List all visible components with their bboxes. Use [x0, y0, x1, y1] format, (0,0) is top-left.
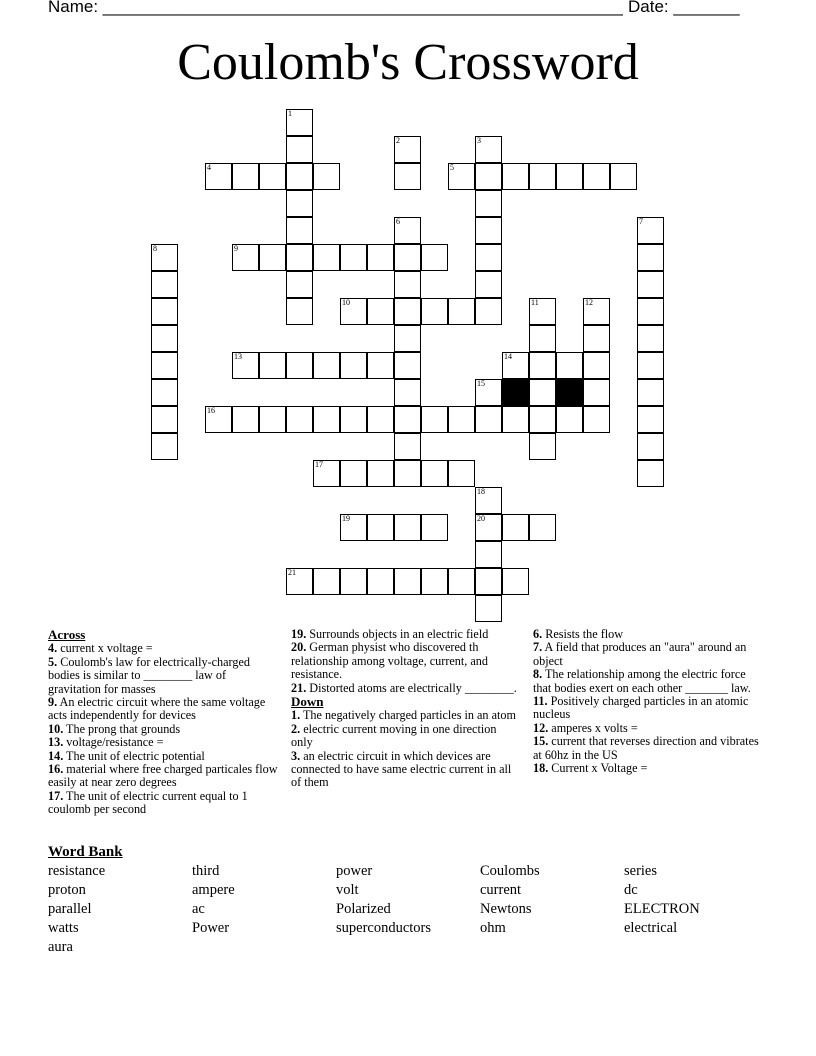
word-bank-item: ELECTRON: [624, 901, 700, 917]
crossword-cell[interactable]: [502, 568, 529, 595]
crossword-cell[interactable]: [394, 460, 421, 487]
crossword-cell[interactable]: [394, 136, 421, 163]
crossword-cell[interactable]: [448, 460, 475, 487]
crossword-cell[interactable]: [583, 298, 610, 325]
crossword-cell[interactable]: [151, 352, 178, 379]
clue-down-12: 12. amperes x volts =: [533, 720, 638, 735]
crossword-cell[interactable]: [340, 514, 367, 541]
crossword-cell[interactable]: [232, 244, 259, 271]
crossword-cell[interactable]: [313, 406, 340, 433]
crossword-cell[interactable]: [421, 298, 448, 325]
crossword-cell[interactable]: [448, 298, 475, 325]
clue-number: 14: [504, 352, 512, 361]
crossword-cell[interactable]: [637, 406, 664, 433]
word-bank-item: superconductors: [336, 920, 432, 936]
clue-number: 9: [234, 244, 238, 253]
crossword-cell[interactable]: [151, 271, 178, 298]
crossword-cell[interactable]: [637, 433, 664, 460]
crossword-cell[interactable]: [286, 109, 313, 136]
crossword-cell[interactable]: [421, 244, 448, 271]
crossword-cell[interactable]: [475, 244, 502, 271]
word-bank-item: ohm: [480, 920, 506, 936]
crossword-cell[interactable]: [286, 298, 313, 325]
crossword-cell[interactable]: [502, 514, 529, 541]
crossword-cell[interactable]: [637, 244, 664, 271]
crossword-cell[interactable]: [529, 433, 556, 460]
word-bank-item: parallel: [48, 901, 92, 917]
word-bank-item: proton: [48, 882, 86, 898]
clue-number: 5: [450, 163, 454, 172]
crossword-cell[interactable]: [529, 352, 556, 379]
crossword-cell[interactable]: [259, 352, 286, 379]
crossword-cell[interactable]: [340, 244, 367, 271]
crossword-cell[interactable]: [637, 271, 664, 298]
word-bank-item: electrical: [624, 920, 678, 936]
clue-number: 2: [396, 136, 400, 145]
word-bank-item: dc: [624, 882, 638, 898]
crossword-cell[interactable]: [475, 514, 502, 541]
crossword-cell[interactable]: [583, 352, 610, 379]
clue-number: 20: [477, 514, 485, 523]
clues-column-2: [291, 628, 521, 790]
word-bank-item: series: [624, 863, 658, 879]
word-bank-item: Power: [192, 920, 230, 936]
clue-across-10: 10. The prong that grounds: [48, 721, 181, 736]
across-heading: Across: [48, 627, 86, 642]
crossword-cell[interactable]: [286, 244, 313, 271]
clue-down-1: 1. The negatively charged particles in an atom: [291, 708, 516, 723]
clue-number: 10: [342, 298, 350, 307]
word-bank-title: Word Bank: [48, 844, 123, 860]
crossword-cell[interactable]: [529, 406, 556, 433]
crossword-cell[interactable]: [448, 163, 475, 190]
crossword-cell[interactable]: [205, 163, 232, 190]
crossword-cell[interactable]: [394, 325, 421, 352]
crossword-cell[interactable]: [529, 514, 556, 541]
crossword-cell[interactable]: [529, 163, 556, 190]
crossword-cell[interactable]: [637, 379, 664, 406]
word-bank-item: aura: [48, 939, 73, 955]
clue-across-20: 20. German physist who discovered th relationship among voltage, current, and resistance.: [291, 640, 488, 682]
word-bank-item: Polarized: [336, 901, 391, 917]
crossword-cell[interactable]: [367, 298, 394, 325]
word-bank: [48, 862, 768, 957]
black-square: [556, 379, 583, 406]
crossword-cell[interactable]: [583, 406, 610, 433]
crossword-cell[interactable]: [502, 163, 529, 190]
crossword-cell[interactable]: [556, 352, 583, 379]
crossword-cell[interactable]: [286, 163, 313, 190]
crossword-cell[interactable]: [529, 298, 556, 325]
clue-down-15: 15. current that reverses direction and vibrates at 60hz in the US: [533, 734, 759, 762]
word-bank-item: ac: [192, 901, 205, 917]
crossword-cell[interactable]: [151, 325, 178, 352]
crossword-cell[interactable]: [394, 298, 421, 325]
crossword-cell[interactable]: [367, 514, 394, 541]
clue-down-8: 8. The relationship among the electric force that bodies exert on each other _______ law.: [533, 667, 751, 695]
crossword-cell[interactable]: [556, 406, 583, 433]
crossword-cell[interactable]: [475, 217, 502, 244]
crossword-cell[interactable]: [232, 352, 259, 379]
crossword-cell[interactable]: [475, 190, 502, 217]
crossword-cell[interactable]: [475, 271, 502, 298]
crossword-cell[interactable]: [286, 568, 313, 595]
clue-number: 21: [288, 568, 296, 577]
crossword-cell[interactable]: [583, 379, 610, 406]
clue-number: 17: [315, 460, 323, 469]
word-bank-item: power: [336, 863, 373, 879]
crossword-cell[interactable]: [151, 379, 178, 406]
clue-across-17: 17. The unit of electric current equal to 1 coulomb per second: [48, 788, 248, 817]
crossword-cell[interactable]: [340, 298, 367, 325]
date-field-label: Date: _______: [628, 0, 740, 16]
crossword-cell[interactable]: [367, 352, 394, 379]
clue-across-14: 14. The unit of electric potential: [48, 748, 205, 763]
clue-number: 16: [207, 406, 215, 415]
crossword-cell[interactable]: [286, 271, 313, 298]
crossword-cell[interactable]: [637, 352, 664, 379]
clue-across-4: 4. current x voltage =: [48, 641, 153, 656]
crossword-cell[interactable]: [475, 163, 502, 190]
crossword-cell[interactable]: [232, 406, 259, 433]
crossword-cell[interactable]: [583, 163, 610, 190]
crossword-cell[interactable]: [367, 406, 394, 433]
crossword-cell[interactable]: [394, 379, 421, 406]
word-bank-item: third: [192, 863, 220, 879]
crossword-cell[interactable]: [313, 460, 340, 487]
crossword-cell[interactable]: [475, 541, 502, 568]
crossword-cell[interactable]: [151, 298, 178, 325]
crossword-cell[interactable]: [502, 406, 529, 433]
crossword-cell[interactable]: [286, 217, 313, 244]
clue-number: 15: [477, 379, 485, 388]
clue-across-16: 16. material where free charged particales flow easily at near zero degrees: [48, 762, 278, 790]
crossword-cell[interactable]: [502, 352, 529, 379]
crossword-cell[interactable]: [313, 244, 340, 271]
crossword-cell[interactable]: [367, 460, 394, 487]
clue-down-3: 3. an electric circuit in which devices are connected to have same electric current in all of them: [291, 748, 512, 790]
crossword-cell[interactable]: [448, 406, 475, 433]
crossword-cell[interactable]: [340, 568, 367, 595]
clue-number: 11: [531, 298, 539, 307]
crossword-cell[interactable]: [313, 568, 340, 595]
crossword-cell[interactable]: [151, 433, 178, 460]
crossword-cell[interactable]: [421, 406, 448, 433]
crossword-cell[interactable]: [313, 163, 340, 190]
word-bank-item: Newtons: [480, 901, 532, 917]
crossword-cell[interactable]: [421, 460, 448, 487]
clue-number: 8: [153, 244, 157, 253]
crossword-cell[interactable]: [367, 568, 394, 595]
crossword-cell[interactable]: [394, 217, 421, 244]
word-bank-item: current: [480, 882, 522, 898]
crossword-cell[interactable]: [394, 244, 421, 271]
crossword-cell[interactable]: [286, 406, 313, 433]
word-bank-item: Coulombs: [480, 863, 540, 879]
crossword-cell[interactable]: [637, 460, 664, 487]
crossword-cell[interactable]: [367, 244, 394, 271]
word-bank-item: ampere: [192, 882, 235, 898]
crossword-cell[interactable]: [475, 406, 502, 433]
crossword-cell[interactable]: [205, 406, 232, 433]
clue-across-5: 5. Coulomb's law for electrically-charged bodies is similar to ________ law of gravitation for masses: [48, 654, 250, 696]
crossword-cell[interactable]: [448, 568, 475, 595]
crossword-cell[interactable]: [556, 163, 583, 190]
name-field-label: Name: _______________________________________________________: [48, 0, 623, 16]
crossword-cell[interactable]: [259, 406, 286, 433]
clue-number: 7: [639, 217, 643, 226]
crossword-cell[interactable]: [475, 487, 502, 514]
crossword-cell[interactable]: [394, 352, 421, 379]
crossword-cell[interactable]: [394, 406, 421, 433]
crossword-cell[interactable]: [151, 244, 178, 271]
crossword-cell[interactable]: [232, 163, 259, 190]
crossword-cell[interactable]: [583, 325, 610, 352]
clue-number: 12: [585, 298, 593, 307]
crossword-cell[interactable]: [259, 244, 286, 271]
word-bank-item: volt: [336, 882, 359, 898]
crossword-cell[interactable]: [421, 514, 448, 541]
crossword-cell[interactable]: [151, 406, 178, 433]
crossword-cell[interactable]: [529, 325, 556, 352]
crossword-cell[interactable]: [394, 514, 421, 541]
crossword-cell[interactable]: [421, 568, 448, 595]
clue-down-7: 7. A field that produces an "aura" around an object: [533, 640, 747, 668]
clue-number: 19: [342, 514, 350, 523]
clue-number: 3: [477, 136, 481, 145]
crossword-cell[interactable]: [475, 379, 502, 406]
clue-number: 1: [288, 109, 292, 118]
crossword-cell[interactable]: [475, 298, 502, 325]
crossword-cell[interactable]: [475, 568, 502, 595]
crossword-cell[interactable]: [475, 595, 502, 622]
crossword-cell[interactable]: [610, 163, 637, 190]
clue-down-11: 11. Positively charged particles in an atomic nucleus: [533, 694, 749, 722]
word-bank-item: watts: [48, 920, 79, 936]
crossword-cell[interactable]: [475, 136, 502, 163]
clues-column-1: [48, 628, 280, 817]
crossword-cell[interactable]: [637, 217, 664, 244]
crossword-cell[interactable]: [637, 298, 664, 325]
crossword-cell[interactable]: [286, 190, 313, 217]
crossword-cell[interactable]: [394, 568, 421, 595]
crossword-cell[interactable]: [340, 406, 367, 433]
clue-down-6: 6. Resists the flow: [533, 627, 624, 641]
crossword-cell[interactable]: [340, 352, 367, 379]
crossword-cell[interactable]: [286, 136, 313, 163]
clue-number: 4: [207, 163, 211, 172]
word-bank-item: resistance: [48, 863, 106, 879]
down-heading: Down: [291, 694, 324, 710]
crossword-cell[interactable]: [286, 352, 313, 379]
crossword-cell[interactable]: [529, 379, 556, 406]
crossword-cell[interactable]: [637, 325, 664, 352]
crossword-cell[interactable]: [313, 352, 340, 379]
black-square: [502, 379, 529, 406]
clue-across-9: 9. An electric circuit where the same voltage acts independently for devices: [48, 695, 266, 723]
clue-number: 13: [234, 352, 242, 361]
clue-across-13: 13. voltage/resistance =: [48, 735, 164, 750]
page-title: Coulomb's Crossword: [177, 34, 639, 91]
crossword-cell[interactable]: [394, 433, 421, 460]
clue-across-19: 19. Surrounds objects in an electric field: [291, 627, 489, 641]
clues-column-3: [533, 628, 763, 775]
crossword-cell[interactable]: [394, 271, 421, 298]
clue-across-21: 21. Distorted atoms are electrically ________.: [291, 680, 517, 695]
clue-number: 18: [477, 487, 485, 496]
clue-down-2: 2. electric current moving in one direction only: [291, 721, 497, 750]
clue-number: 6: [396, 217, 400, 226]
clue-down-18: 18. Current x Voltage =: [533, 761, 648, 776]
crossword-cell[interactable]: [340, 460, 367, 487]
crossword-cell[interactable]: [259, 163, 286, 190]
crossword-cell[interactable]: [394, 163, 421, 190]
